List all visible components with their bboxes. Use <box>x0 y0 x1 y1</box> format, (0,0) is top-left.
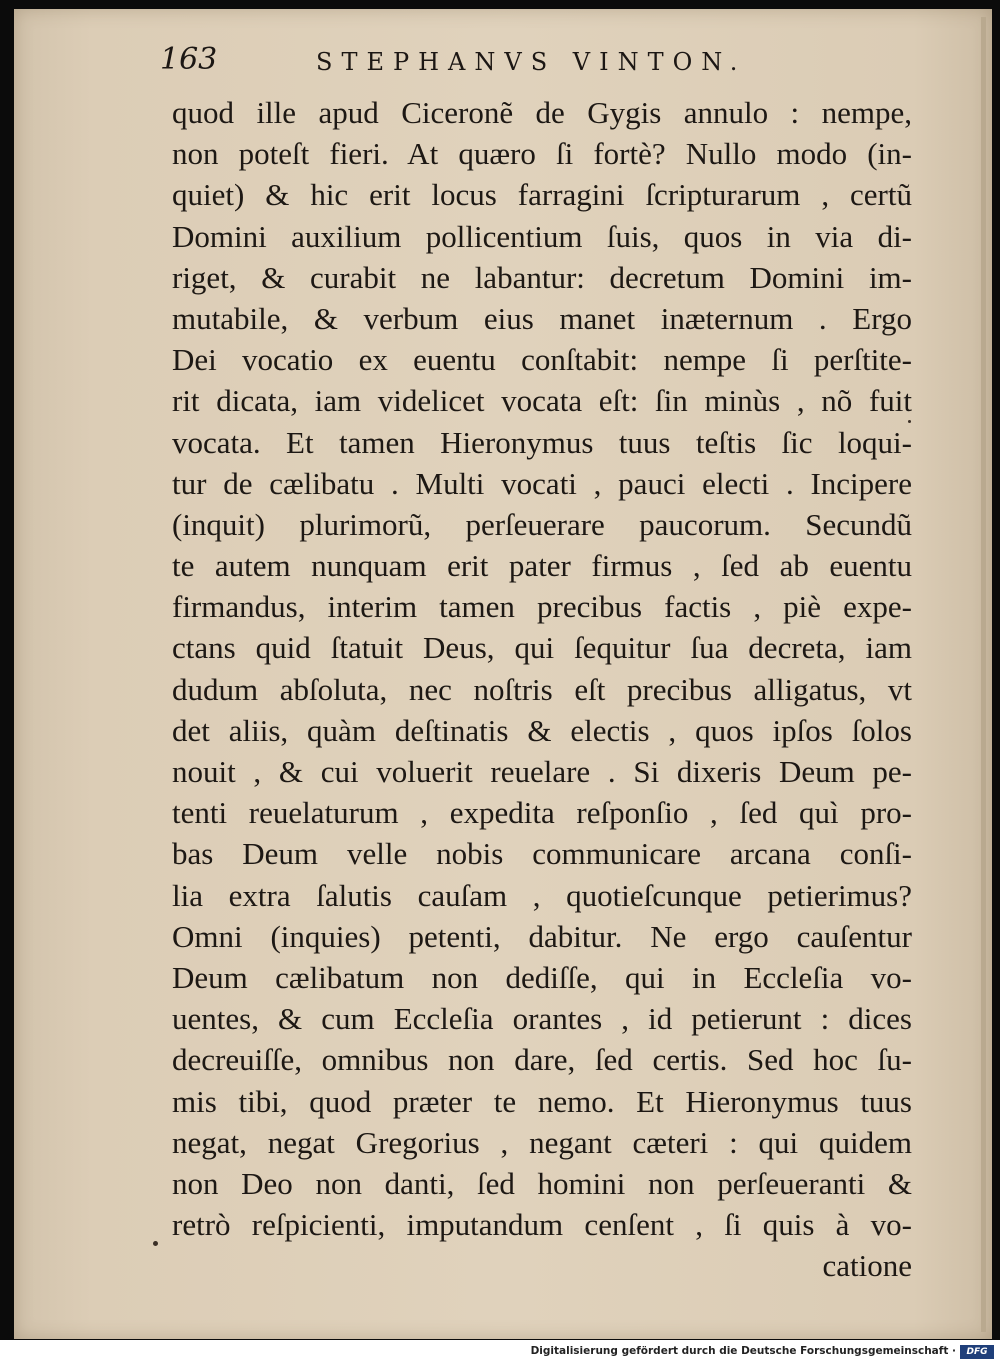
catchword: catione <box>822 1248 912 1284</box>
text-line: te autem nunquam erit pater firmus , ſed ab euentu <box>172 548 912 584</box>
text-line: vocata. Et tamen Hieronymus tuus teſtis ſic loqui- <box>172 424 912 460</box>
text-line: retrò reſpicienti, imputandum cenſent , ſi quis à vo- <box>172 1207 912 1243</box>
text-line: Deum cælibatum non dediſſe, qui in Eccleſia vo- <box>172 959 912 995</box>
text-line: decreuiſſe, omnibus non dare, ſed certis. Sed hoc ſu- <box>172 1042 912 1078</box>
text-line: ctans quid ſtatuit Deus, qui ſequitur ſua decreta, iam <box>172 630 912 666</box>
text-line: tenti reuelaturum , expedita reſponſio , ſed quì pro- <box>172 795 912 831</box>
funding-credit: Digitalisierung gefördert durch die Deutsche Forschungsgemeinschaft · <box>530 1345 956 1357</box>
text-line: tur de cælibatu . Multi vocati , pauci electi . Incipere <box>172 465 912 501</box>
ink-speck <box>153 1241 158 1246</box>
page-header <box>160 42 800 86</box>
running-head: STEPHANVS VINTON. <box>316 48 747 76</box>
text-line: mis tibi, quod præter te nemo. Et Hieronymus tuus <box>172 1083 912 1119</box>
text-line: negat, negat Gregorius , negant cæteri : qui quidem <box>172 1124 912 1160</box>
text-line: (inquit) plurimorũ, perſeuerare paucorum. Secundũ <box>172 506 912 542</box>
text-line: nouit , & cui voluerit reuelare . Si dixeris Deum pe- <box>172 754 912 789</box>
text-line: quod ille apud Ciceronẽ de Gygis annulo : nempe, <box>172 95 912 130</box>
page-number: 163 <box>160 42 218 77</box>
text-line: rit dicata, iam videlicet vocata eſt: ſin minùs , nõ fuit <box>172 383 912 419</box>
text-line: bas Deum velle nobis communicare arcana conſi- <box>172 836 912 872</box>
footer-bar <box>0 1342 1000 1363</box>
text-line: quiet) & hic erit locus farragini ſcripturarum , certũ <box>172 177 912 213</box>
text-line: dudum abſoluta, nec noſtris eſt precibus alligatus, vt <box>172 671 912 707</box>
text-line: uentes, & cum Eccleſia orantes , id petierunt : dices <box>172 1001 912 1037</box>
text-line: Domini auxilium pollicentium ſuis, quos in via di- <box>172 218 912 254</box>
body-text <box>172 92 912 1286</box>
text-line: riget, & curabit ne labantur: decretum Domini im- <box>172 259 912 295</box>
text-line: lia extra ſalutis cauſam , quotieſcunque petierimus? <box>172 877 912 913</box>
text-line: non Deo non danti, ſed homini non perſeueranti & <box>172 1165 912 1201</box>
page-edge <box>981 17 986 1332</box>
ink-speck <box>908 420 911 423</box>
text-line: mutabile, & verbum eius manet inæternum . Ergo <box>172 300 912 336</box>
text-line: firmandus, interim tamen precibus factis , piè expe- <box>172 589 912 625</box>
text-line: Omni (inquies) petenti, dabitur. Ne ergo cauſentur <box>172 918 912 954</box>
text-line: non poteſt fieri. At quæro ſi fortè? Nullo modo (in- <box>172 136 912 172</box>
dfg-logo: DFG <box>960 1345 994 1359</box>
text-line: Dei vocatio ex euentu conſtabit: nempe ſi perſtite- <box>172 342 912 378</box>
text-line: det aliis, quàm deſtinatis & electis , quos ipſos ſolos <box>172 712 912 748</box>
